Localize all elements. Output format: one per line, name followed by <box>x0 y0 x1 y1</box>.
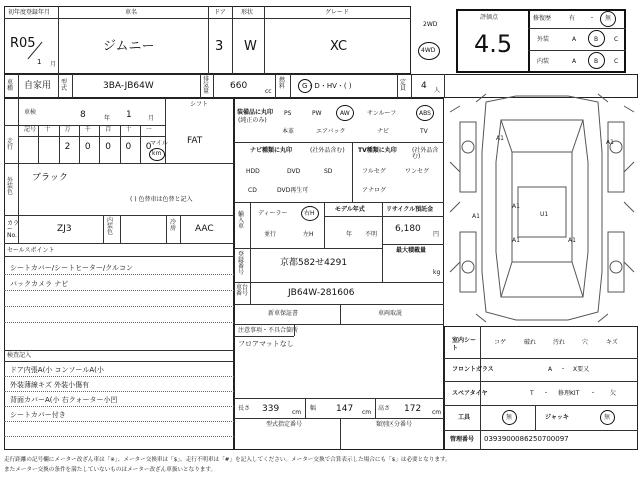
equip-pw: PW <box>312 110 322 117</box>
color-note: ( ) 色替車は色替と記入 <box>130 196 193 203</box>
damage-a1-rear-left: A1 <box>512 237 520 244</box>
inspection-year: 8 <box>80 110 86 120</box>
inspection-month-unit: 月 <box>148 115 155 122</box>
glass-label: フロントガラス <box>452 366 494 373</box>
room-scratch: キズ <box>606 339 618 346</box>
color-value: ブラック <box>32 173 68 183</box>
ac-label: 冷房 <box>170 219 177 232</box>
exterior-b: B <box>594 36 599 43</box>
navi-sub: (社外品含む) <box>310 147 345 154</box>
width-value: 147 <box>336 404 354 414</box>
chassis-value: JB64W-281606 <box>288 288 355 298</box>
glass-a: A <box>548 366 553 373</box>
length-label: 長さ <box>238 405 251 412</box>
tool-label: 工具 <box>458 414 471 421</box>
equip-airbag: エアバック <box>316 128 346 135</box>
interior-label: 内装 <box>537 58 550 65</box>
usage-value: 自家用 <box>24 81 52 91</box>
notes-label: 注意事項・不具合箇所 <box>238 327 299 334</box>
mileage-header-1: 十 <box>44 126 51 133</box>
shape-value: W <box>244 39 257 54</box>
damage-a1-rear-right: A1 <box>568 237 576 244</box>
room-label: 室内シート <box>452 337 477 352</box>
usage-label: 車種 <box>7 79 14 92</box>
grade-label: グレード <box>325 9 350 16</box>
interior-color-label: 内装色 <box>107 217 114 236</box>
footer-line-2: またメーター交換の条件を満たしていないものはメーター改ざん車扱いとなります。 <box>4 467 217 473</box>
import-parallel: 並行 <box>264 231 277 238</box>
displacement-label: 排気量 <box>203 76 210 95</box>
equip-navi: ナビ <box>377 128 390 135</box>
first-reg-value: R05 <box>10 36 36 51</box>
mileage-digit-4: 0 <box>105 142 111 152</box>
car-diagram <box>446 92 638 324</box>
warranty-label: 新車保証書 <box>268 310 299 317</box>
length-cm: cm <box>292 409 302 416</box>
height-label: 高さ <box>378 405 391 412</box>
drive-2wd: 2WD <box>423 21 438 28</box>
score-label: 評価点 <box>480 14 499 21</box>
exterior-label: 外装 <box>537 36 550 43</box>
color-label: 外装色 <box>7 177 14 196</box>
glass-x: X要又 <box>573 366 590 373</box>
color-code-value: ZJ3 <box>57 224 72 234</box>
equip-tv: TV <box>420 128 428 135</box>
interior-c: C <box>614 58 619 65</box>
spare-label: スペアタイヤ <box>452 390 488 397</box>
tv-fullseg: フルセグ <box>362 168 386 175</box>
equipment-label: 装備品に丸印 <box>237 109 274 116</box>
car-name-label: 車名 <box>125 9 138 16</box>
equip-aw: AW <box>340 110 350 117</box>
max-load-kg: kg <box>433 269 441 276</box>
import-right: 右H <box>304 210 315 217</box>
fuel-label: 燃料 <box>279 77 286 90</box>
equip-leather: 本革 <box>282 128 295 135</box>
mileage-header-4: 百 <box>105 126 112 133</box>
width-cm: cm <box>362 409 372 416</box>
mgmt-value: 0393900086250700097 <box>484 435 569 443</box>
repair-label: 修復歴 <box>533 15 552 22</box>
damage-a1-center-left: A1 <box>512 203 520 210</box>
spare-dot-1: ・ <box>543 390 550 397</box>
spare-dot-2: ・ <box>590 390 597 397</box>
navi-dvd: DVD <box>287 168 301 175</box>
mileage-header-6: 一 <box>145 126 152 133</box>
chassis-label: 車台番号 <box>236 284 249 297</box>
repair-no: 無 <box>605 15 612 22</box>
room-dirt: 汚れ <box>553 339 566 346</box>
mileage-digit-3: 0 <box>84 142 91 152</box>
room-burn: コゲ <box>494 339 507 346</box>
inspector-label: 検査記入 <box>7 352 32 359</box>
jack-label: ジャッキ <box>545 414 569 421</box>
height-cm: cm <box>432 409 442 416</box>
equip-ps: PS <box>284 110 292 117</box>
first-reg-month-unit: 月 <box>50 61 57 68</box>
model-year-label: モデル年式 <box>335 206 365 213</box>
shape-label: 形状 <box>241 9 254 16</box>
tv-sub: (社外品含む) <box>412 147 439 160</box>
model-value: 3BA-JB64W <box>103 81 154 91</box>
import-dealer: ディーラー <box>258 210 288 217</box>
recycle-yen: 円 <box>433 231 440 238</box>
equip-abs: ABS <box>419 110 431 117</box>
exterior-a: A <box>572 36 577 43</box>
interior-a: A <box>572 58 577 65</box>
equipment-sub: (純正のみ) <box>238 117 267 124</box>
inspector-line-2: 外装薄線キズ 外装小傷有 <box>10 381 90 389</box>
jack-value: 無 <box>604 414 611 421</box>
notes-value: フロアマットなし <box>238 340 294 348</box>
damage-u1-center: U1 <box>540 211 549 218</box>
first-reg-label: 初年度登録年月 <box>8 9 51 16</box>
tv-label: TV種類に丸印 <box>358 147 397 154</box>
spare-t: T <box>530 390 534 397</box>
category-number-label: 類別区分番号 <box>376 421 413 428</box>
damage-a1-front-left: A1 <box>496 135 504 142</box>
height-value: 172 <box>404 404 422 414</box>
grade-value: XC <box>330 39 348 54</box>
max-load-label: 最大積載量 <box>396 247 427 254</box>
recycle-value: 6,180 <box>395 224 421 234</box>
manual-label: 車両取説 <box>378 310 403 317</box>
mgmt-label: 管理番号 <box>450 436 475 443</box>
mileage-digit-6: 0 <box>145 142 152 152</box>
repair-yes: 有 <box>569 15 576 22</box>
exterior-c: C <box>614 36 619 43</box>
mileage-header-2: 万 <box>64 126 71 133</box>
tool-value: 無 <box>506 414 513 421</box>
score-value: 4.5 <box>474 30 513 58</box>
navi-label: ナビ種類に丸印 <box>250 147 293 154</box>
inspection-month: 1 <box>126 110 132 120</box>
type-number-label: 型式指定番号 <box>266 421 303 428</box>
interior-b: B <box>594 58 599 65</box>
capacity-label: 定員 <box>400 79 407 92</box>
navi-cd: CD <box>248 187 257 194</box>
mileage-digit-5: 0 <box>125 142 132 152</box>
footer-line-1: 走行距離の記号欄にメーター改ざん車は「※」、メーター交換車は「$」、走行不明車は「#」を記入してください。メーター交換で合算表示した場合にも「$」は必要となります。 <box>4 457 451 463</box>
cc-unit: cc <box>265 88 272 95</box>
import-label: 輸入車 <box>238 211 245 230</box>
navi-hdd: HDD <box>246 168 260 175</box>
sales-point-label: セールスポイント <box>7 247 55 254</box>
capacity-value: 4 <box>421 81 427 91</box>
import-left: 左H <box>303 231 314 238</box>
room-hole: 穴 <box>582 339 589 346</box>
sales-point-line-2: バックカメラ ナビ <box>10 280 69 288</box>
glass-dot: ・ <box>560 366 567 373</box>
color-code-label: カラーNo. <box>7 220 20 239</box>
model-year-year: 年 <box>346 231 353 238</box>
inspector-line-1: ドア内張A(小 コンソールA(小 <box>10 366 104 374</box>
spare-kit: 修理KIT <box>558 390 580 397</box>
length-value: 339 <box>262 404 280 414</box>
mileage-header-5: 十 <box>125 126 132 133</box>
mileage-km: km <box>152 150 162 157</box>
capacity-unit: 人 <box>434 87 441 94</box>
tv-analog: アナログ <box>362 187 387 194</box>
model-label: 型式 <box>61 79 68 92</box>
spare-missing: 欠 <box>610 390 617 397</box>
damage-a1-side-right: A1 <box>606 139 614 146</box>
model-year-unknown: 不明 <box>365 231 378 238</box>
width-label: 幅 <box>310 405 317 412</box>
shift-label: シフト <box>190 101 209 108</box>
mileage-header-0: 記号 <box>24 126 37 133</box>
inspector-line-3: 背面カバーA(小 右クォーター小凹 <box>10 396 118 404</box>
displacement-value: 660 <box>230 81 248 91</box>
room-tear: 破れ <box>524 339 537 346</box>
door-value: 3 <box>215 39 224 54</box>
inspection-label: 車検 <box>24 109 37 116</box>
mileage-header-3: 千 <box>84 126 91 133</box>
navi-sd: SD <box>324 168 333 175</box>
door-label: ドア <box>214 9 226 16</box>
shift-value: FAT <box>187 136 203 146</box>
navi-dvd-play: DVD再生可 <box>277 187 309 194</box>
reg-label: 登録番号 <box>238 251 245 276</box>
mileage-label: 走行 <box>7 138 14 151</box>
mileage-digit-2: 2 <box>64 142 71 152</box>
inspection-year-unit: 年 <box>104 115 111 122</box>
inspector-line-4: シートカバー付き <box>10 411 66 419</box>
sales-point-line-1: シートカバー/シートヒーター/クルコン <box>10 264 134 272</box>
reg-value: 京都582せ4291 <box>280 258 348 268</box>
damage-a1-side-left: A1 <box>472 213 480 220</box>
recycle-label: リサイクル預託金 <box>386 206 434 213</box>
fuel-options: G・D・HV・( ) <box>302 82 352 90</box>
ac-value: AAC <box>195 224 214 234</box>
equip-sunroof: サンルーフ <box>367 110 397 117</box>
first-reg-month: 1 <box>37 58 42 66</box>
mileage-mile: マイル <box>150 140 168 147</box>
drive-4wd: 4WD <box>421 47 436 54</box>
tv-oneseg: ワンセグ <box>405 168 430 175</box>
car-name-value: ジムニー <box>103 39 155 54</box>
